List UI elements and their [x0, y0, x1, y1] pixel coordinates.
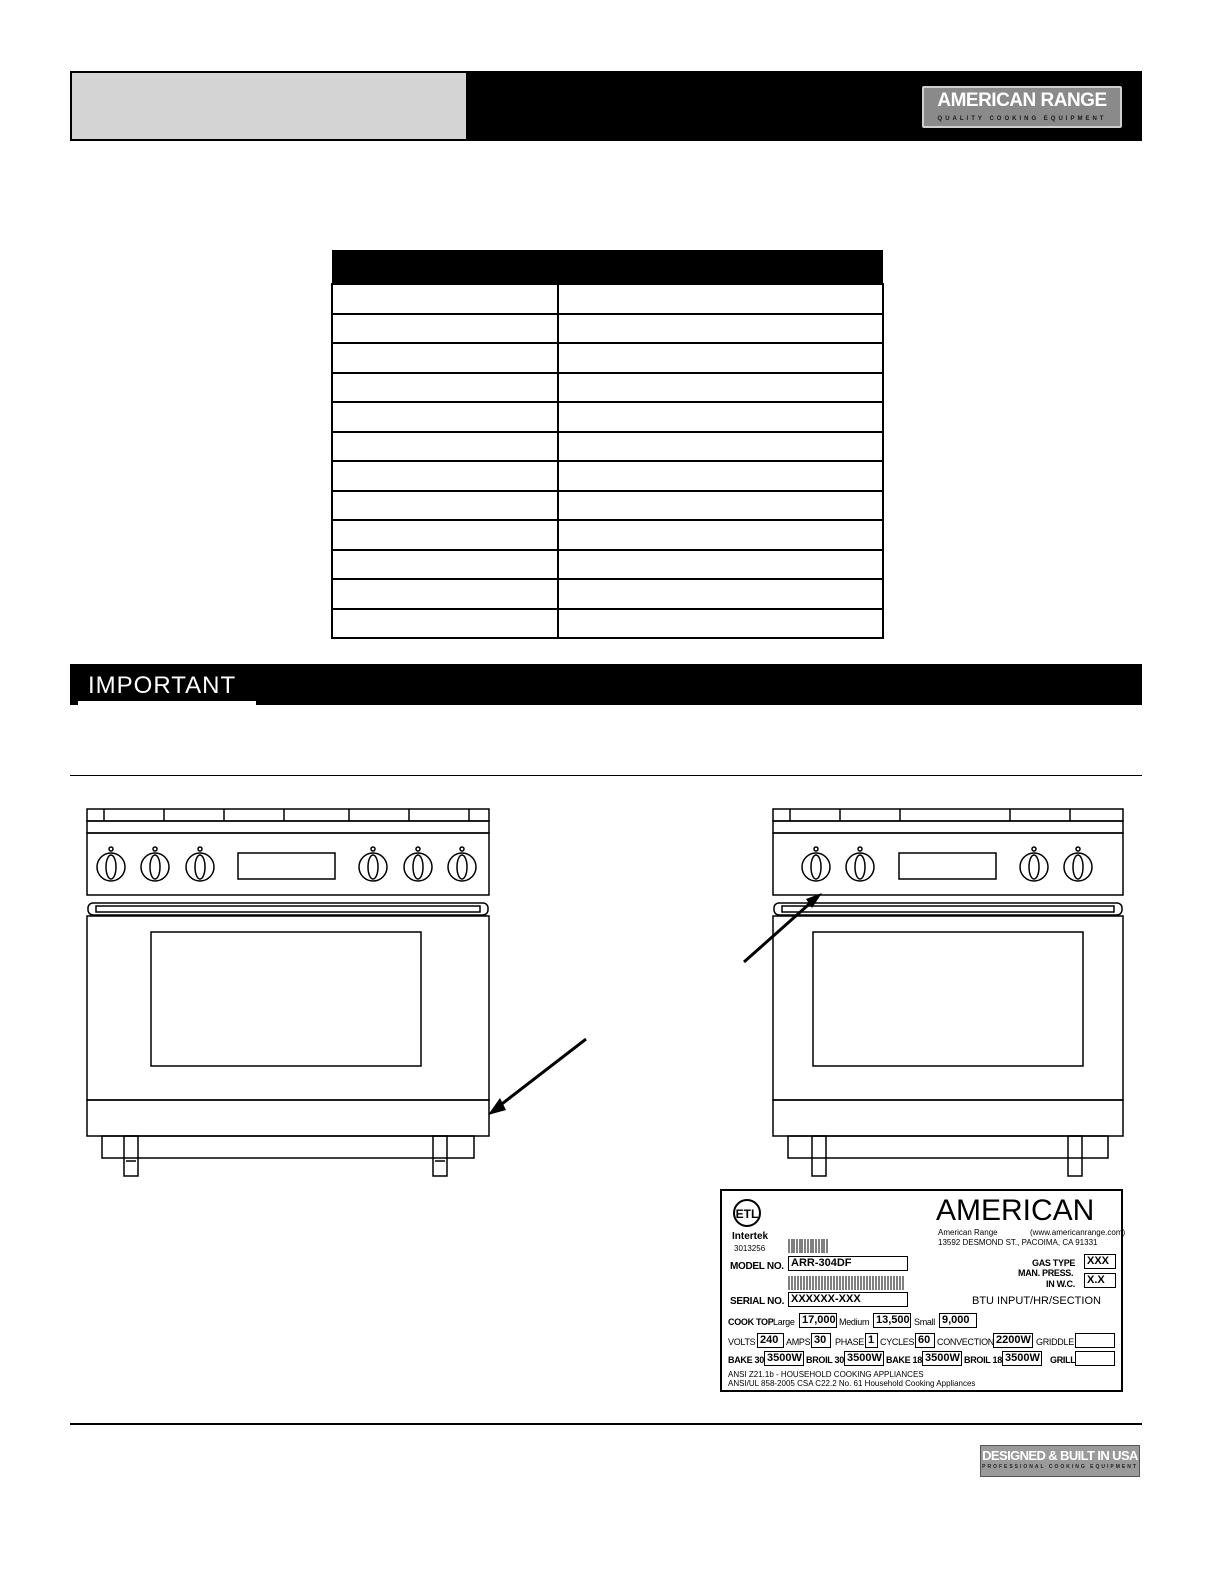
broil18-label: BROIL 18 [964, 1355, 1002, 1365]
man-press-label: MAN. PRESS. [1018, 1268, 1074, 1278]
phase-value: 1 [865, 1333, 878, 1348]
table-row [332, 402, 883, 432]
amps-label: AMPS [786, 1337, 811, 1347]
broil18-value: 3500W [1002, 1351, 1042, 1366]
plate-address: 13592 DESMOND ST., PACOIMA, CA 91331 [938, 1238, 1098, 1247]
medium-value: 13,500 [873, 1313, 911, 1328]
cert-mark-label: Intertek [732, 1231, 769, 1242]
range-illustration-front [84, 806, 594, 1180]
logo-tagline: QUALITY COOKING EQUIPMENT [937, 116, 1107, 122]
cooktop-label: COOK TOP [728, 1317, 774, 1327]
volts-value: 240 [757, 1333, 784, 1348]
standard-line-2: ANSI/UL 858-2005 CSA C22.2 No. 61 Household Cooking Appliances [728, 1379, 976, 1388]
footer-divider [70, 1423, 1142, 1425]
table-row [332, 284, 883, 314]
standard-line-1: ANSI Z21.1b - HOUSEHOLD COOKING APPLIANCES [728, 1370, 924, 1379]
table-row [332, 461, 883, 491]
phase-label: PHASE [835, 1337, 865, 1347]
important-underline [78, 701, 256, 705]
spec-table-header [332, 250, 883, 284]
amps-value: 30 [811, 1333, 831, 1348]
table-row [332, 609, 883, 639]
serial-value: XXXXXX-XXX [788, 1292, 908, 1307]
rating-plate [720, 1189, 1126, 1392]
model-value: ARR-304DF [788, 1256, 908, 1271]
table-row [332, 520, 883, 550]
plate-company: American Range [938, 1228, 998, 1237]
plate-website: (www.americanrange.com) [1030, 1228, 1126, 1237]
convection-label: CONVECTION [937, 1337, 995, 1347]
grill-value [1075, 1351, 1115, 1366]
bake30-value: 3500W [764, 1351, 804, 1366]
bake18-label: BAKE 18 [886, 1355, 922, 1365]
spec-table [331, 250, 884, 637]
barcode-icon [788, 1239, 832, 1253]
cycles-value: 60 [915, 1333, 935, 1348]
badge-main-text: DESIGNED & BUILT IN USA [982, 1448, 1138, 1463]
cert-number: 3013256 [734, 1244, 766, 1253]
plate-brand: AMERICAN [936, 1194, 1095, 1227]
table-row [332, 579, 883, 609]
medium-label: Medium [839, 1317, 870, 1327]
logo-text: AMERICAN RANGE [937, 90, 1107, 111]
in-wc-label: IN W.C. [1046, 1279, 1075, 1289]
broil30-value: 3500W [844, 1351, 884, 1366]
serial-label: SERIAL NO. [730, 1296, 785, 1307]
volts-label: VOLTS [728, 1337, 756, 1347]
designed-built-usa-badge [980, 1445, 1140, 1477]
bake30-label: BAKE 30 [728, 1355, 764, 1365]
convection-value: 2200W [993, 1333, 1033, 1348]
man-press-value: X.X [1084, 1273, 1116, 1288]
certification-mark-icon [732, 1197, 766, 1229]
table-row [332, 550, 883, 580]
table-row [332, 491, 883, 521]
range-illustration-front-small [740, 806, 1126, 1180]
model-label: MODEL NO. [730, 1261, 784, 1272]
small-label: Small [914, 1317, 936, 1327]
btu-label: BTU INPUT/HR/SECTION [972, 1295, 1101, 1307]
large-label: Large [773, 1317, 795, 1327]
grill-label: GRILL [1050, 1355, 1076, 1365]
small-value: 9,000 [939, 1313, 977, 1328]
american-range-logo [922, 86, 1122, 128]
divider [70, 775, 1142, 776]
table-row [332, 373, 883, 403]
svg-text:ETL: ETL [735, 1207, 759, 1221]
gas-type-value: XXX [1084, 1254, 1116, 1269]
table-row [332, 343, 883, 373]
cycles-label: CYCLES [880, 1337, 915, 1347]
gas-type-label: GAS TYPE [1032, 1258, 1076, 1268]
large-value: 17,000 [799, 1313, 837, 1328]
table-row [332, 432, 883, 462]
griddle-value [1075, 1333, 1115, 1348]
table-row [332, 314, 883, 344]
header-title-panel [70, 71, 468, 141]
broil30-label: BROIL 30 [806, 1355, 844, 1365]
badge-tagline: PROFESSIONAL COOKING EQUIPMENT [982, 1464, 1138, 1470]
barcode-icon [788, 1276, 908, 1290]
bake18-value: 3500W [922, 1351, 962, 1366]
important-title: IMPORTANT [88, 672, 237, 699]
griddle-label: GRIDDLE [1036, 1337, 1074, 1347]
